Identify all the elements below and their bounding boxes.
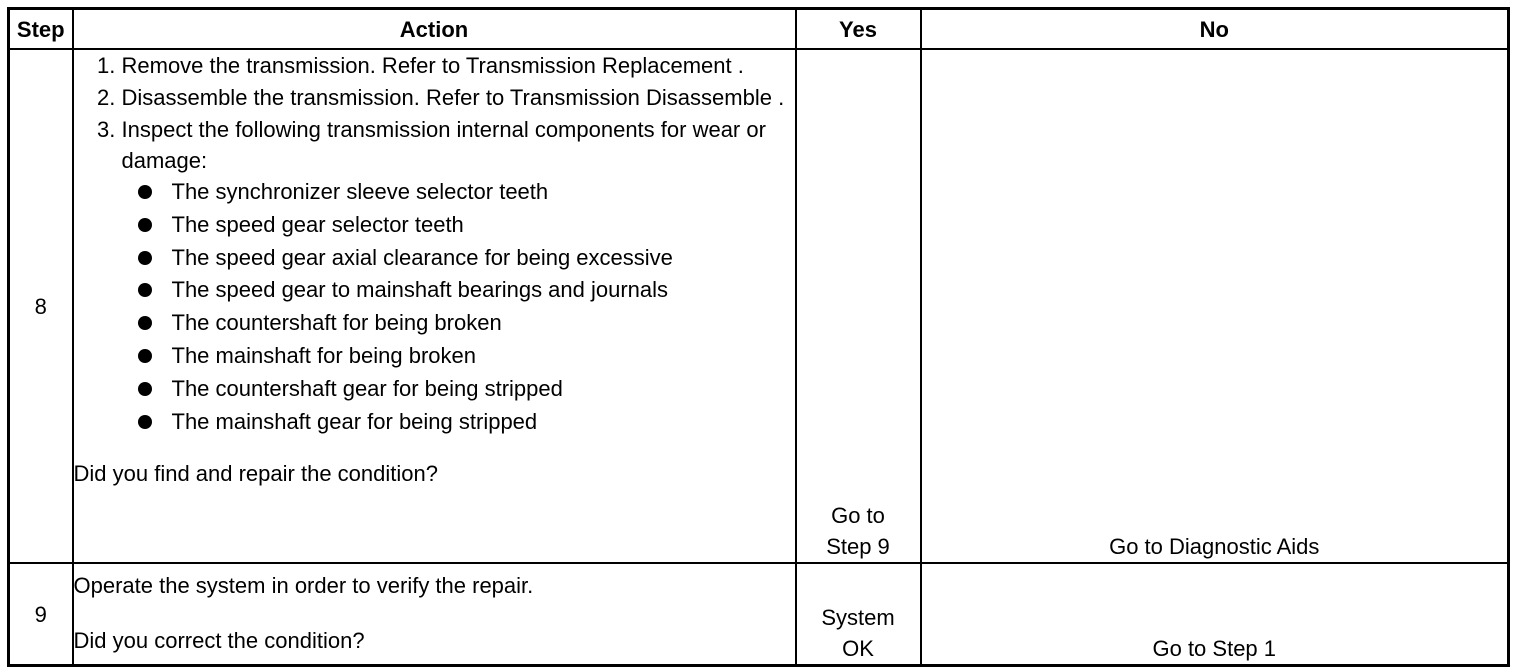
instruction-text: Inspect the following transmission internal components for wear or damage:	[121, 117, 766, 173]
question-text: Did you find and repair the condition?	[73, 461, 438, 487]
no-cell	[921, 563, 1509, 666]
bullet-icon	[138, 185, 152, 199]
component-text: The countershaft for being broken	[171, 310, 502, 336]
instruction-text: Operate the system in order to verify the repair.	[73, 573, 534, 598]
list-item	[172, 209, 795, 242]
yes-text-line2: Step 9	[826, 534, 890, 559]
list-item	[172, 373, 795, 406]
action-cell	[73, 49, 796, 563]
list-item	[172, 242, 795, 275]
bullet-icon	[138, 283, 152, 297]
header-action: Action	[73, 9, 796, 50]
table-row	[9, 49, 1509, 563]
diagnostic-table	[7, 7, 1510, 667]
bullet-icon	[138, 382, 152, 396]
list-item	[172, 340, 795, 373]
table-row	[9, 563, 1509, 666]
component-text: The mainshaft for being broken	[171, 342, 477, 368]
instruction-item: 1. Remove the transmission. Refer to Transmission Replacement .	[122, 50, 795, 81]
list-item	[172, 176, 795, 209]
no-text: Go to Diagnostic Aids	[1109, 534, 1320, 559]
component-text: The speed gear axial clearance for being excessive	[171, 244, 673, 270]
list-item	[172, 274, 795, 307]
header-yes: Yes	[796, 9, 921, 50]
yes-text-line1: System	[821, 605, 895, 630]
component-text: The speed gear to mainshaft bearings and journals	[171, 277, 669, 303]
header-row	[9, 9, 1509, 50]
step-number: 9	[9, 563, 73, 666]
bullet-icon	[138, 349, 152, 363]
component-text: The countershaft gear for being stripped	[171, 375, 563, 401]
component-text: The mainshaft gear for being stripped	[171, 408, 538, 434]
bullet-icon	[138, 316, 152, 330]
component-text: The synchronizer sleeve selector teeth	[171, 179, 549, 204]
step-number: 8	[9, 49, 73, 563]
bullet-icon	[138, 218, 152, 232]
component-list	[122, 176, 795, 438]
component-text: The speed gear selector teeth	[171, 211, 464, 237]
question-text: Did you correct the condition?	[73, 628, 365, 653]
action-cell	[73, 563, 796, 666]
instruction-item	[122, 114, 795, 438]
list-item	[172, 406, 795, 439]
bullet-icon	[138, 415, 152, 429]
list-item	[172, 307, 795, 340]
instruction-list	[74, 50, 795, 438]
yes-text-line1: Go to	[831, 503, 885, 528]
bullet-icon	[138, 251, 152, 265]
instruction-item: 2. Disassemble the transmission. Refer to Transmission Disassemble .	[122, 82, 795, 113]
header-step: Step	[9, 9, 73, 50]
yes-cell	[796, 563, 921, 666]
no-cell	[921, 49, 1509, 563]
yes-text-line2: OK	[842, 636, 874, 661]
header-no: No	[921, 9, 1509, 50]
no-text: Go to Step 1	[1152, 636, 1277, 661]
yes-cell	[796, 49, 921, 563]
